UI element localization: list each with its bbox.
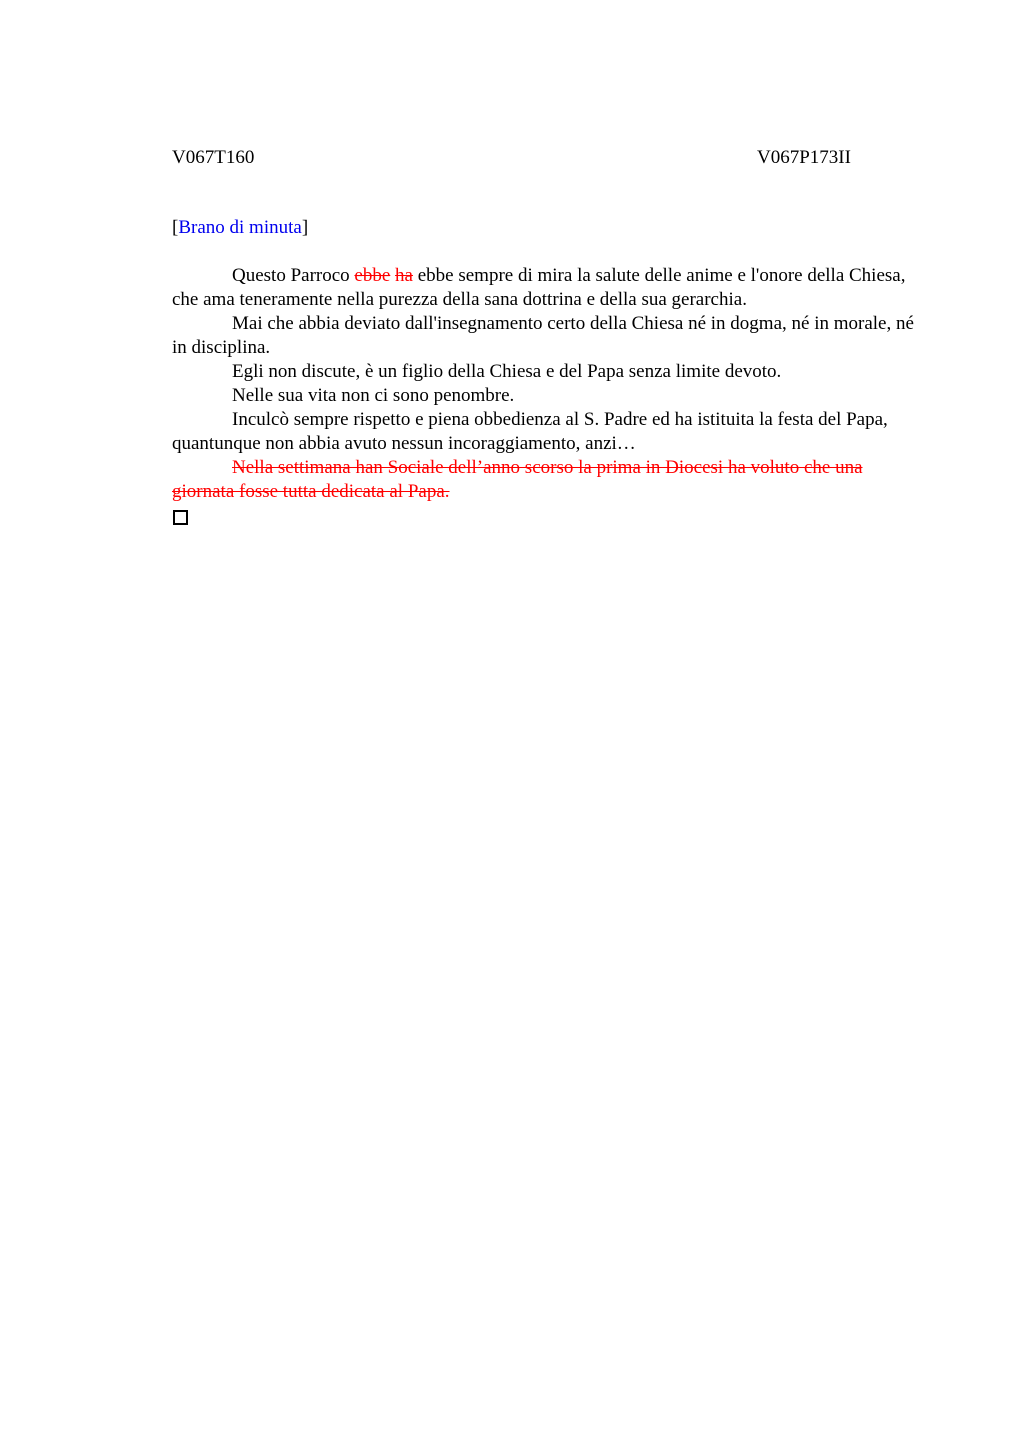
document-header: [172, 146, 922, 170]
paragraph-3: Egli non discute, è un figlio della Chiesa e del Papa senza limite devoto.: [232, 361, 782, 382]
section-label-text: Brano di minuta: [178, 217, 302, 238]
paragraph-1-lead: Questo Parroco: [232, 265, 355, 286]
square-outline-icon: [173, 510, 188, 525]
document-code-left: V067T160: [172, 147, 255, 168]
document-body: [172, 264, 922, 525]
document-code-right: V067P173II: [757, 147, 851, 168]
paragraph-1-rest: ebbe sempre di mira la salute delle anime e l'onore della Chiesa, che ama teneramente nella purezza della sana dottrina e della sua gerarchia.: [172, 265, 906, 310]
paragraph-4: Nelle sua vita non ci sono penombre.: [232, 385, 515, 406]
document-page: [172, 146, 922, 525]
section-label-close-bracket: ]: [301, 217, 309, 238]
paragraph-5: Inculcò sempre rispetto e piena obbedienza al S. Padre ed ha istituita la festa del Papa, quantunque non abbia avuto nessun incoraggiamento, anzi…: [172, 409, 888, 454]
deleted-paragraph: Nella settimana han Sociale dell’anno scorso la prima in Diocesi ha voluto che una giornata fosse tutta dedicata al Papa.: [172, 457, 863, 502]
deleted-word-2: ha: [395, 265, 413, 286]
section-label-open-bracket: [: [172, 217, 179, 238]
paragraph-1: [172, 264, 922, 312]
deleted-word-1: ebbe: [354, 265, 391, 286]
paragraph-2: Mai che abbia deviato dall'insegnamento certo della Chiesa né in dogma, né in morale, né in disciplina.: [172, 313, 914, 358]
section-label: [172, 216, 922, 240]
